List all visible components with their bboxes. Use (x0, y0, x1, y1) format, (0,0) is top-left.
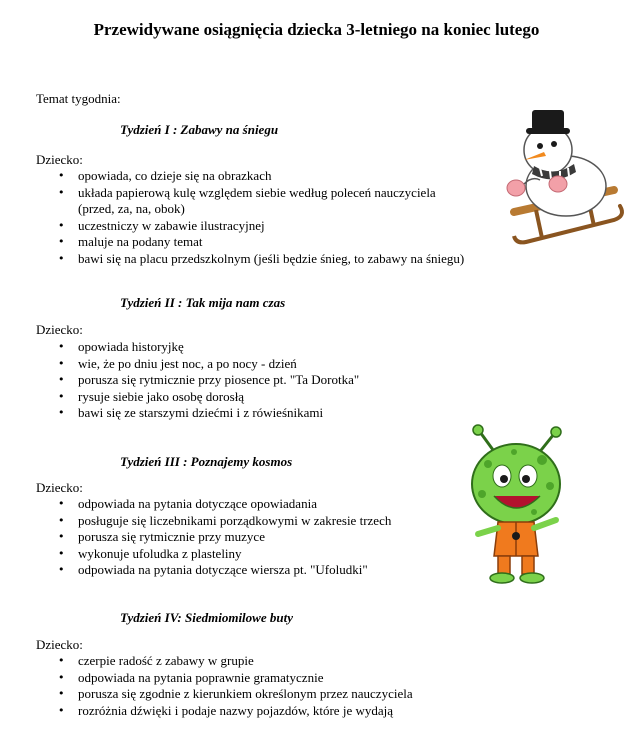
document-title: Przewidywane osiągnięcia dziecka 3-letniego na koniec lutego (93, 20, 540, 39)
mitten-icon (507, 180, 525, 196)
list-item: • bawi się na placu przedszkolnym (jeśli będzie śnieg, to zabawy na śniegu) (58, 251, 518, 268)
week-2-child-label: Dziecko: (36, 322, 83, 337)
week-3-list (58, 496, 518, 579)
week-3-child-label: Dziecko: (36, 480, 83, 495)
list-item: • porusza się zgodnie z kierunkiem określonym przez nauczyciela (58, 686, 518, 703)
list-item: • porusza się rytmicznie przy muzyce (58, 529, 518, 546)
list-item: • wie, że po dniu jest noc, a po nocy - dzień (58, 356, 518, 373)
week-1-list (58, 168, 518, 268)
week-4-child-label: Dziecko: (36, 637, 83, 652)
list-item: • odpowiada na pytania poprawnie gramatycznie (58, 670, 518, 687)
topic-label: Temat tygodnia: (36, 91, 121, 106)
list-item: • wykonuje ufoludka z plasteliny (58, 546, 518, 563)
list-item: • opowiada, co dzieje się na obrazkach (58, 168, 518, 185)
list-item: • porusza się rytmicznie przy piosence pt. "Ta Dorotka" (58, 372, 518, 389)
list-item: • posługuje się liczebnikami porządkowymi w zakresie trzech (58, 513, 518, 530)
list-item: • opowiada historyjkę (58, 339, 518, 356)
week-1-child-label: Dziecko: (36, 152, 83, 167)
list-item: • rysuje siebie jako osobę dorosłą (58, 389, 518, 406)
list-item: • układa papierową kulę względem siebie według poleceń nauczyciela (przed, za, na, obok) (58, 185, 518, 218)
week-2-title: Tydzień II : Tak mija nam czas (120, 295, 286, 310)
list-item: • bawi się ze starszymi dziećmi i z rówieśnikami (58, 405, 518, 422)
alien-illustration (458, 424, 578, 586)
mitten-icon (549, 176, 567, 192)
list-item: • odpowiada na pytania dotyczące wiersza pt. "Ufoludki" (58, 562, 518, 579)
snowman-sled-illustration (496, 108, 628, 250)
list-item: • uczestniczy w zabawie ilustracyjnej (58, 218, 518, 235)
list-item: • maluje na podany temat (58, 234, 518, 251)
list-item: • czerpie radość z zabawy w grupie (58, 653, 518, 670)
list-item: • odpowiada na pytania dotyczące opowiadania (58, 496, 518, 513)
list-item: • rozróżnia dźwięki i podaje nazwy pojazdów, które je wydają (58, 703, 518, 720)
top-hat-icon (526, 110, 570, 134)
week-1-title: Tydzień I : Zabawy na śniegu (120, 122, 279, 137)
week-4-list (58, 653, 518, 719)
week-3-title: Tydzień III : Poznajemy kosmos (120, 454, 293, 469)
week-2-list (58, 339, 518, 422)
week-4-title: Tydzień IV: Siedmiomilowe buty (120, 610, 293, 625)
